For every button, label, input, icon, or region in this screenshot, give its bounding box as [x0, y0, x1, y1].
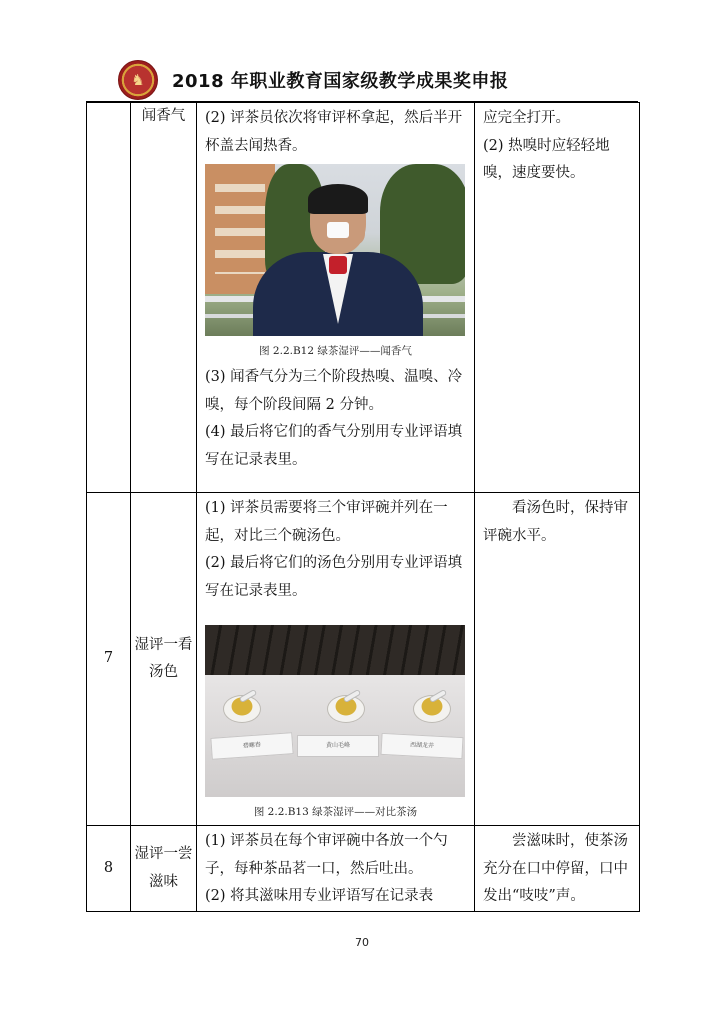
figure-caption: 图 2.2.B13 绿茶湿评——对比茶汤 [253, 806, 418, 818]
photo-tea-bowls [205, 625, 465, 797]
page-number: 70 [355, 936, 369, 949]
method-paragraph: (2) 最后将它们的汤色分别用专业评语填写在记录表里。 [205, 555, 463, 599]
tea-label-card: 黄山毛峰 [297, 735, 379, 757]
method-paragraph: (1) 评茶员需要将三个审评碗并列在一起，对比三个碗汤色。 [205, 500, 448, 544]
table-row [87, 493, 640, 826]
note-text: 应完全打开。 [483, 110, 570, 126]
method-paragraph: (4) 最后将它们的香气分别用专业评语填写在记录表里。 [205, 424, 463, 468]
figure-caption: 图 2.2.B12 绿茶湿评——闻香气 [259, 345, 412, 357]
method-paragraph: (2) 将其滋味用专业评语写在记录表 [205, 888, 434, 904]
tea-label-card: 碧螺春 [210, 732, 293, 760]
method-paragraph: (2) 评茶员依次将审评杯拿起，然后半开杯盖去闻热香。 [205, 110, 463, 154]
notes-cell [475, 103, 640, 493]
method-paragraph: (1) 评茶员在每个审评碗中各放一个勺子，每种茶品茗一口，然后吐出。 [205, 833, 448, 877]
method-paragraph: (3) 闻香气分为三个阶段热嗅、温嗅、冷嗅，每个阶段间隔 2 分钟。 [205, 369, 463, 413]
note-text: 尝滋味时，使茶汤充分在口中停留，口中发出“吱吱”声。 [483, 833, 628, 904]
step-name: 湿评一看汤色 [131, 493, 197, 826]
method-cell [197, 826, 475, 912]
header-title: 2018 年职业教育国家级教学成果奖申报 [172, 71, 509, 92]
photo-smelling-aroma [205, 164, 465, 336]
notes-cell [475, 493, 640, 826]
notes-cell [475, 826, 640, 912]
procedure-table [86, 102, 640, 912]
note-text: 看汤色时，保持审评碗水平。 [483, 500, 628, 544]
step-name: 闻香气 [131, 103, 197, 493]
table-row [87, 103, 640, 493]
row-number [87, 103, 131, 493]
row-number: 7 [87, 493, 131, 826]
tea-label-card: 西湖龙井 [380, 733, 463, 759]
note-text: (2) 热嗅时应轻轻地嗅，速度要快。 [483, 137, 610, 181]
horse-emblem-icon: ♞ [118, 60, 158, 100]
row-number: 8 [87, 826, 131, 912]
page-header [118, 58, 638, 102]
step-name: 湿评一尝滋味 [131, 826, 197, 912]
method-cell [197, 103, 475, 493]
method-cell [197, 493, 475, 826]
table-row [87, 826, 640, 912]
